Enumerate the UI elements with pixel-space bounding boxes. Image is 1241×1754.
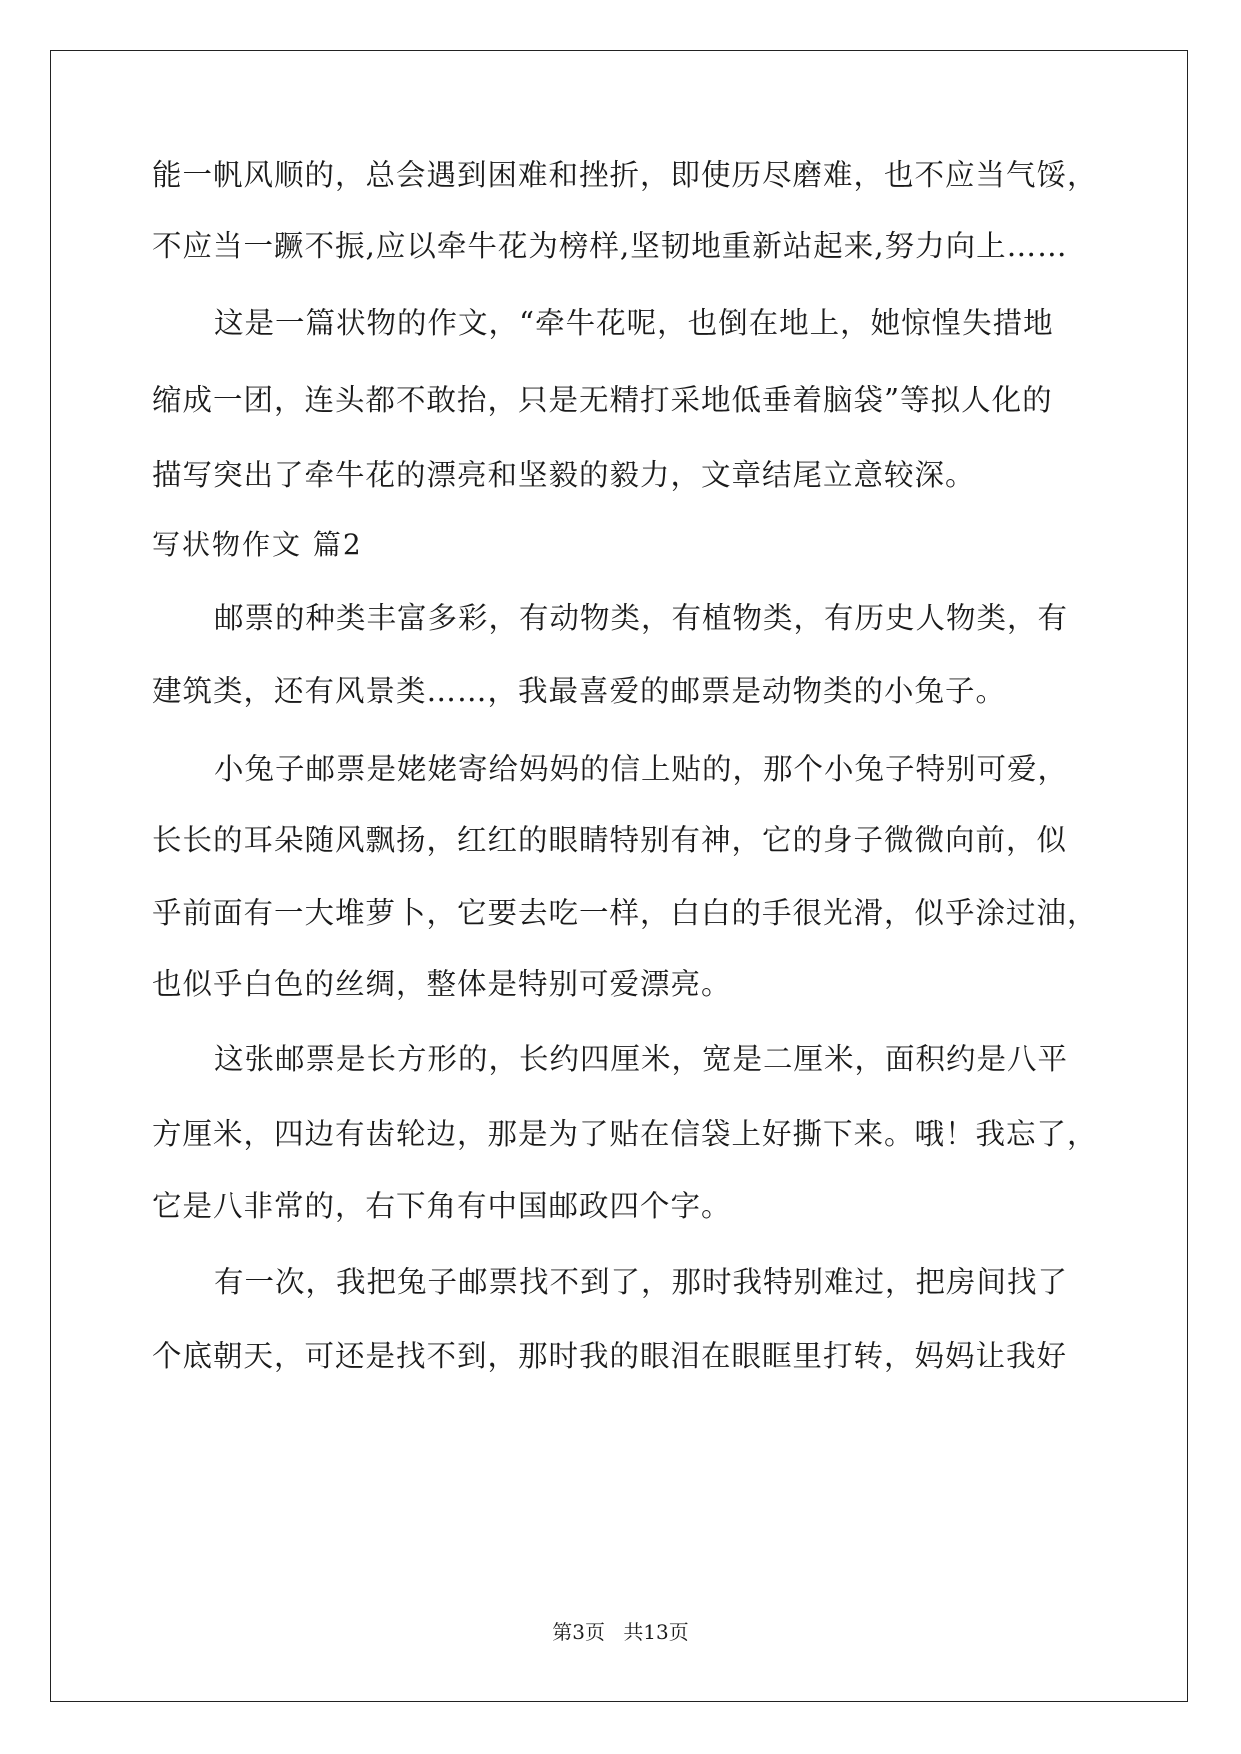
text-line: 缩成一团，连头都不敢抬，只是无精打采地低垂着脑袋”等拟人化的: [152, 383, 1053, 417]
text-line: 描写突出了牵牛花的漂亮和坚毅的毅力，文章结尾立意较深。: [152, 458, 976, 492]
paragraph-start: 小兔子邮票是姥姥寄给妈妈的信上贴的，那个小兔子特别可爱，: [214, 752, 1069, 786]
text-line: 个底朝天，可还是找不到，那时我的眼泪在眼眶里打转，妈妈让我好: [152, 1339, 1068, 1373]
text-line: 不应当一蹶不振,应以牵牛花为榜样,坚韧地重新站起来,努力向上……: [152, 229, 1068, 263]
text-line: 也似乎白色的丝绸，整体是特别可爱漂亮。: [152, 967, 732, 1001]
text-line: 建筑类，还有风景类……，我最喜爱的邮票是动物类的小兔子。: [152, 674, 1007, 708]
text-line: 乎前面有一大堆萝卜，它要去吃一样，白白的手很光滑，似乎涂过油，: [152, 896, 1098, 930]
page-number: 第3页: [552, 1620, 605, 1644]
section-heading: 写状物作文 篇2: [152, 528, 363, 561]
page-frame: [50, 50, 1188, 1702]
paragraph-start: 这张邮票是长方形的，长约四厘米，宽是二厘米，面积约是八平: [214, 1042, 1069, 1076]
text-line: 它是八非常的，右下角有中国邮政四个字。: [152, 1189, 732, 1223]
paragraph-start: 有一次，我把兔子邮票找不到了，那时我特别难过，把房间找了: [214, 1265, 1069, 1299]
text-line: 方厘米，四边有齿轮边，那是为了贴在信袋上好撕下来。哦！我忘了，: [152, 1117, 1098, 1151]
page-footer: [0, 1618, 1241, 1646]
paragraph-start: 邮票的种类丰富多彩，有动物类，有植物类，有历史人物类，有: [214, 601, 1069, 635]
total-pages: 共13页: [623, 1620, 689, 1644]
paragraph-start: 这是一篇状物的作文，“牵牛花呢，也倒在地上，她惊惶失措地: [214, 306, 1054, 340]
text-line: 能一帆风顺的，总会遇到困难和挫折，即使历尽磨难，也不应当气馁，: [152, 158, 1098, 192]
text-line: 长长的耳朵随风飘扬，红红的眼睛特别有神，它的身子微微向前，似: [152, 823, 1068, 857]
